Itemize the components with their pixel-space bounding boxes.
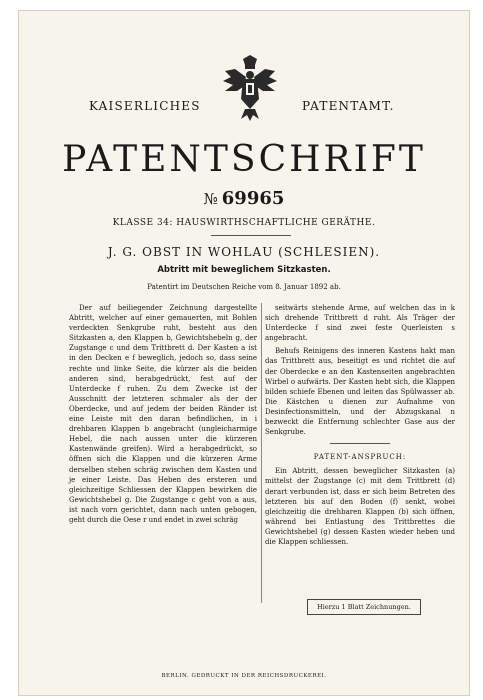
text-column-right	[265, 303, 455, 550]
author-line: J. G. OBST IN WOHLAU (SCHLESIEN).	[107, 245, 381, 259]
number-value: 69965	[221, 188, 285, 209]
claim-heading: PATENT-ANSPRUCH:	[313, 453, 407, 462]
divider-rule	[211, 235, 291, 236]
drawings-note: Hierzu 1 Blatt Zeichnungen.	[307, 599, 421, 615]
header-kaiserliches: KAISERLICHES	[89, 99, 201, 113]
claim-text: Ein Abtritt, dessen beweglicher Sitzkasten (a) mittelst der Zugstange (c) mit dem Trittbrett (d) derart verbunden ist, dass er sich beim Betreten des letzteren bis auf den Boden (f) senkt, wobei gleichzeitig die drehbaren Klappen (b) sich öffnen, während bei Entlastung des Trittbrettes die Gewichtshebel (g) dessen Kasten wieder heben und die Klappen schliessen.	[265, 467, 455, 546]
section-separator	[330, 443, 390, 444]
patent-number	[19, 188, 469, 209]
imperial-eagle-icon	[221, 55, 279, 125]
paragraph: Der auf beiliegender Zeichnung dargestellte Abtritt, welcher auf einer gemauerten, mit Bohlen verdeckten Senkgrube ruht, besteht aus den Sitzkasten a, den Klappen b, Gewichtshebeln g, der Zugstange c und dem Trittbrett d. Der Kasten a ist in den Decken e f beweglich, jedoch so, dass seine rechte und linke Seite, die kürzer als die beiden anderen sind, herabgedrückt, fest auf der Unterdecke f ruhen. Zu dem Zwecke ist der Ausschnitt der letzteren schmaler als der der Oberdecke, und auf jedem der beiden Ränder ist eine Leiste mit den daran befindlichen, in i drehbaren Klappen b angebracht (ungleicharmige Hebel, die nach aussen unter die kürzeren Kastenwände greifen). Wird a herabgedrückt, so öffnen sich die Klappen und die kürzeren Arme derselben stehen schräg zwischen dem Kasten und je einer Leiste. Das Heben des ersteren und gleichzeitige Schliessen der Klappen bewirken die Gewichtshebel g. Die Zugstange c geht von a aus, ist nach vorn gerichtet, dann nach unten gebogen, geht durch die Oese r und endet in zwei schräg	[69, 304, 257, 524]
column-divider	[261, 303, 262, 603]
paragraph: seitwärts stehende Arme, auf welchen das in k sich drehende Trittbrett d ruht. Als Träger der Unterdecke f sind zwei feste Querleisten s angebracht.	[265, 304, 455, 343]
printer-imprint: BERLIN. GEDRUCKT IN DER REICHSDRUCKEREI.	[161, 673, 327, 679]
patent-page	[18, 10, 470, 696]
paragraph: Behufs Reinigens des inneren Kastens hakt man das Trittbrett aus, beseitigt es und richtet die auf der Oberdecke e an den Kastenseiten angebrachten Wirbel o aufwärts. Der Kasten hebt sich, die Klappen bilden schiefe Ebenen und leiten das Spülwasser ab. Die Kästchen u dienen zur Aufnahme von Desinfectionsmitteln, und der Abzugskanal n bezweckt die Entfernung schlechter Gase aus der Senkgrube.	[265, 347, 455, 437]
klasse-line: KLASSE 34: HAUSWIRTHSCHAFTLICHE GERÄTHE.	[112, 218, 376, 228]
patent-date-line: Patentirt im Deutschen Reiche vom 8. Januar 1892 ab.	[147, 283, 341, 291]
header-patentamt: PATENTAMT.	[302, 99, 395, 113]
document-title: PATENTSCHRIFT	[62, 139, 426, 180]
text-column-left	[69, 303, 257, 528]
number-prefix: №	[203, 190, 218, 208]
invention-title: Abtritt mit beweglichem Sitzkasten.	[157, 265, 331, 275]
